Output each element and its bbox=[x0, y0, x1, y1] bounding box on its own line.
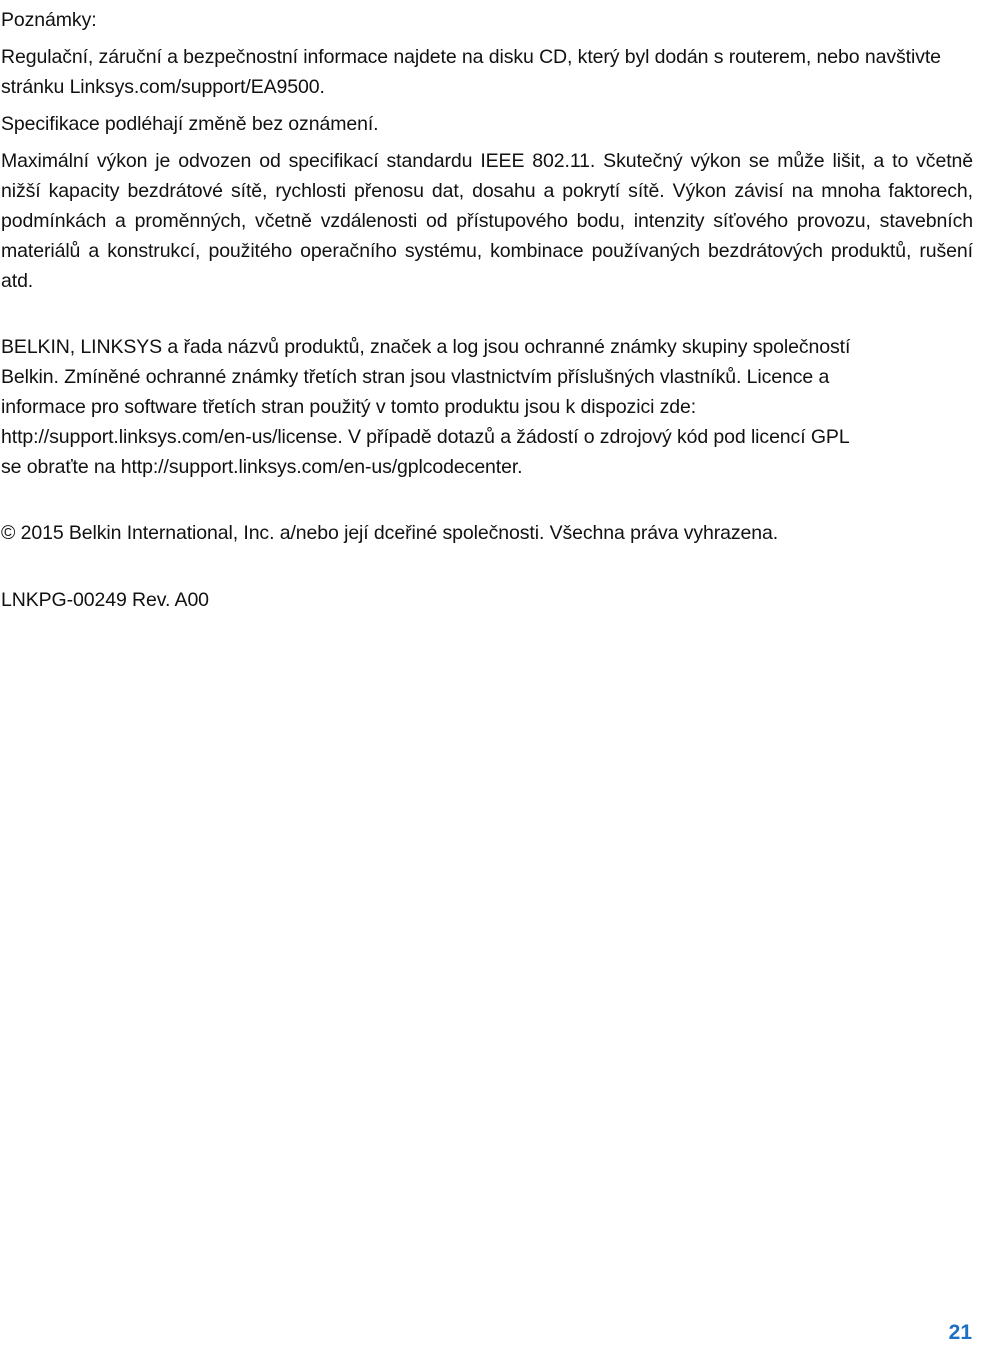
performance-paragraph: Maximální výkon je odvozen od specifikací standardu IEEE 802.11. Skutečný výkon se může lišit, a to včetně nižší kapacity bezdrátové sítě, rychlosti přenosu dat, dosahu a pokrytí sítě. Výkon závisí na mnoha faktorech, podmínkách a proměnných, včetně vzdálenosti od přístupového bodu, intenzity síťového provozu, stavebních materiálů a konstrukcí, použitého operačního systému, kombinace používaných bezdrátových produktů, rušení atd. bbox=[1, 150, 973, 292]
trademarks-line: se obraťte na http://support.linksys.com/en-us/gplcodecenter. bbox=[1, 456, 523, 478]
specs-notice: Specifikace podléhají změně bez oznámení. bbox=[1, 113, 379, 135]
regulatory-paragraph: Regulační, záruční a bezpečnostní informace najdete na disku CD, který byl dodán s routerem, nebo navštivte stránku Linksys.com/support/EA9500. bbox=[1, 46, 941, 98]
trademarks-line: Belkin. Zmíněné ochranné známky třetích stran jsou vlastnictvím příslušných vlastníků. Licence a bbox=[1, 366, 830, 388]
copyright-notice: © 2015 Belkin International, Inc. a/nebo její dceřiné společnosti. Všechna práva vyhrazena. bbox=[1, 522, 779, 544]
trademarks-line: BELKIN, LINKSYS a řada názvů produktů, značek a log jsou ochranné známky skupiny společností bbox=[1, 336, 851, 358]
document-id: LNKPG-00249 Rev. A00 bbox=[1, 589, 209, 611]
page-content bbox=[1, 5, 973, 615]
trademarks-paragraph bbox=[1, 332, 973, 482]
trademarks-line: http://support.linksys.com/en-us/license. V případě dotazů a žádostí o zdrojový kód pod licencí GPL bbox=[1, 426, 850, 448]
notes-heading: Poznámky: bbox=[1, 9, 97, 31]
trademarks-line: informace pro software třetích stran použitý v tomto produktu jsou k dispozici zde: bbox=[1, 396, 697, 418]
page-number: 21 bbox=[948, 1321, 972, 1344]
